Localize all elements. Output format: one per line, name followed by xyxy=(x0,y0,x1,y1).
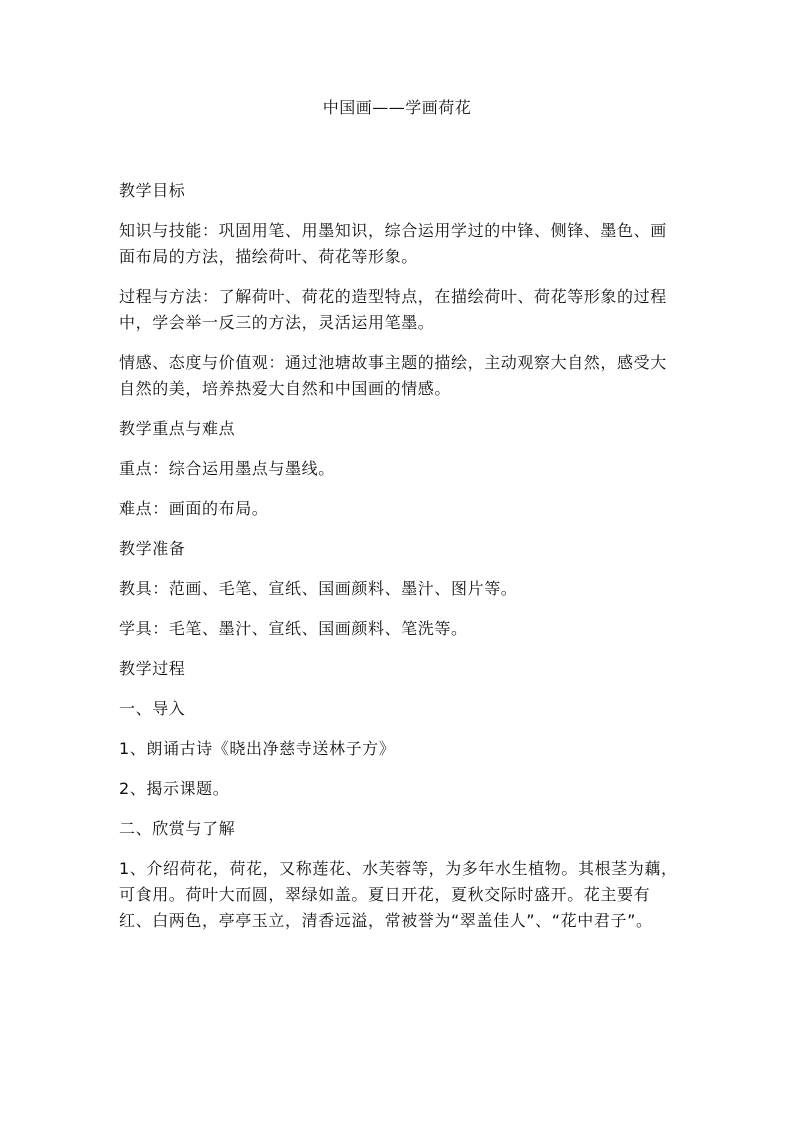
paragraph-process-method: 过程与方法：了解荷叶、荷花的造型特点，在描绘荷叶、荷花等形象的过程中，学会举一反三的方法，灵活运用笔墨。 xyxy=(119,287,667,332)
paragraph-emotion-values: 情感、态度与价值观：通过池塘故事主题的描绘，主动观察大自然，感受大自然的美，培养热爱大自然和中国画的情感。 xyxy=(119,353,667,398)
paragraph-teaching-tools: 教具：范画、毛笔、宣纸、国画颜料、墨汁、图片等。 xyxy=(119,579,518,598)
heading-key-difficult-points: 教学重点与难点 xyxy=(119,419,236,438)
heading-teaching-process: 教学过程 xyxy=(119,659,186,678)
paragraph-student-tools: 学具：毛笔、墨汁、宣纸、国画颜料、笔洗等。 xyxy=(119,619,468,638)
list-item-reveal-topic: 2、揭示课题。 xyxy=(119,779,230,798)
heading-teaching-goals: 教学目标 xyxy=(119,181,186,200)
list-item-recite-poem: 1、朗诵古诗《晓出净慈寺送林子方》 xyxy=(119,739,396,758)
document-title: 中国画——学画荷花 xyxy=(322,98,472,117)
paragraph-difficult-point: 难点：画面的布局。 xyxy=(119,499,269,518)
section-appreciation: 二、欣赏与了解 xyxy=(119,819,236,838)
paragraph-key-point: 重点：综合运用墨点与墨线。 xyxy=(119,459,335,478)
section-introduction: 一、导入 xyxy=(119,699,186,718)
paragraph-knowledge-skills: 知识与技能：巩固用笔、用墨知识，综合运用学过的中锋、侧锋、墨色、画面布局的方法，描绘荷叶、荷花等形象。 xyxy=(119,221,667,266)
paragraph-lotus-introduction: 1、介绍荷花，荷花，又称莲花、水芙蓉等，为多年水生植物。其根茎为藕，可食用。荷叶大而圆，翠绿如盖。夏日开花，夏秋交际时盛开。花主要有红、白两色，亭亭玉立，清香远溢，常被誉为“翠盖佳人”、“花中君子”。 xyxy=(119,859,678,930)
heading-teaching-preparation: 教学准备 xyxy=(119,539,186,558)
document-body xyxy=(119,178,679,948)
